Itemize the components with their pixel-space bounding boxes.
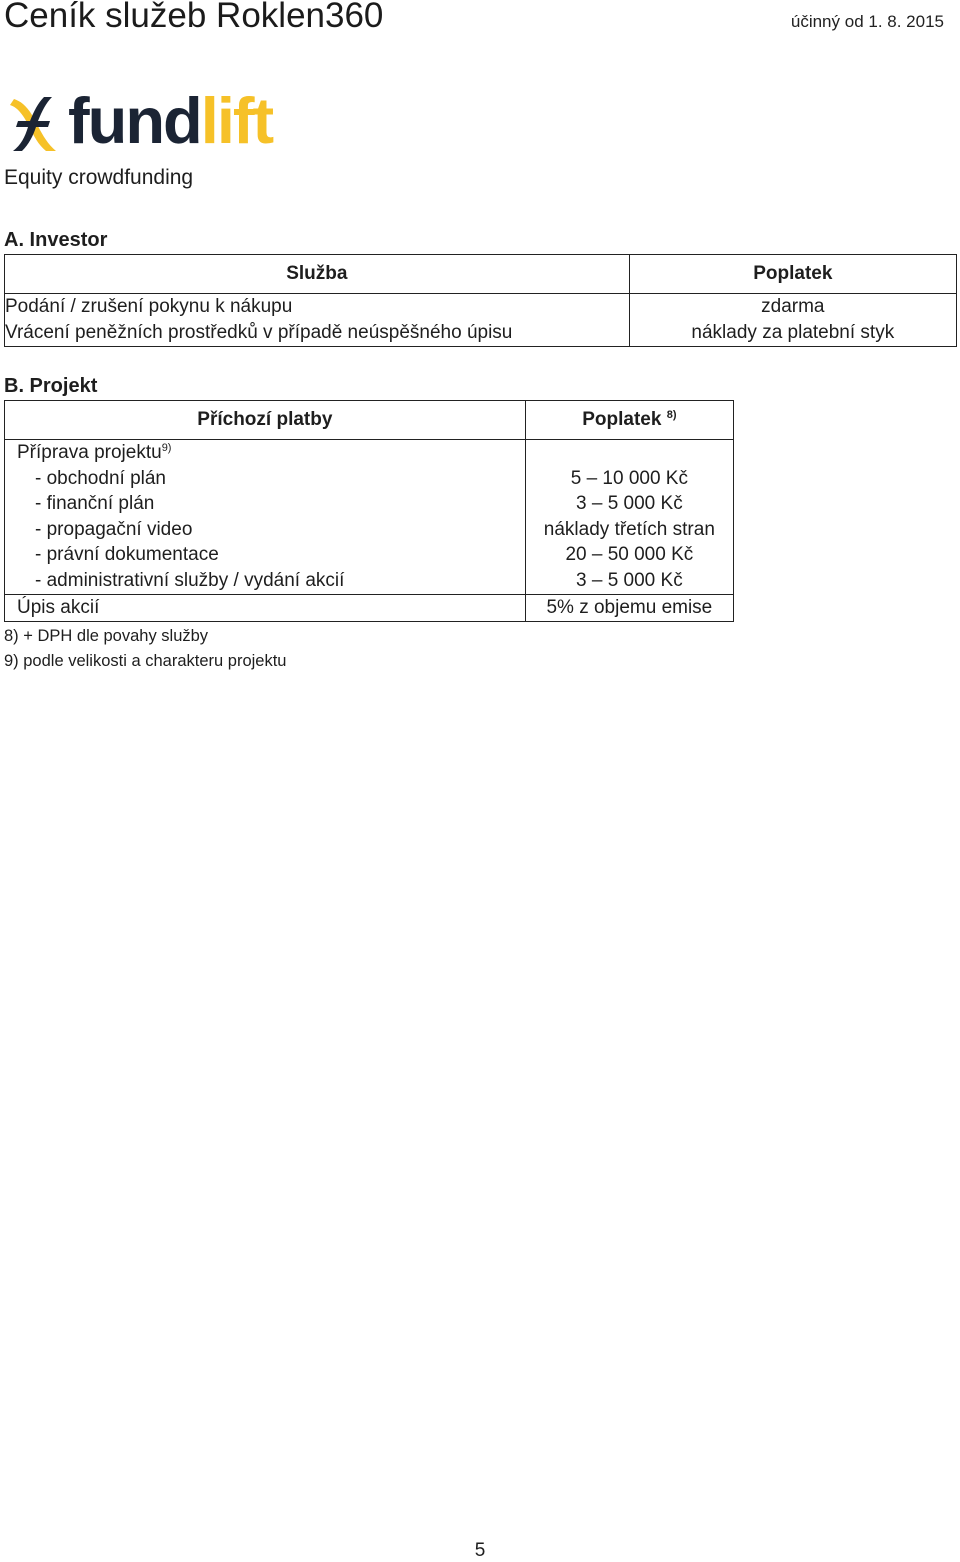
fundlift-logo bbox=[8, 84, 308, 160]
fee-value: 5% z objemu emise bbox=[546, 596, 713, 618]
column-header-service: Služba bbox=[5, 255, 630, 294]
list-item: - obchodní plán bbox=[35, 467, 166, 489]
fee-cell bbox=[525, 594, 733, 621]
fundlift-wordmark bbox=[68, 80, 272, 162]
fee-value: 3 – 5 000 Kč bbox=[576, 569, 683, 591]
table-row bbox=[5, 294, 957, 347]
footnote: 8) + DPH dle povahy služby bbox=[4, 627, 209, 645]
service-label: Vrácení peněžních prostředků v případě neúspěšného úpisu bbox=[5, 322, 513, 343]
footnote: 9) podle velikosti a charakteru projektu bbox=[4, 652, 287, 670]
fee-value: 3 – 5 000 Kč bbox=[576, 493, 683, 515]
fee-value: náklady za platební styk bbox=[691, 322, 895, 343]
column-header-incoming-payments: Příchozí platby bbox=[5, 401, 526, 440]
fundlift-logo-mark-icon bbox=[8, 95, 58, 153]
service-cell bbox=[5, 294, 630, 347]
list-item: - právní dokumentace bbox=[35, 544, 219, 566]
table-row bbox=[5, 594, 734, 621]
item-cell bbox=[5, 594, 526, 621]
logo-text-fund: fund bbox=[68, 84, 201, 157]
group-label-text: Příprava projektu bbox=[17, 442, 162, 463]
list-item: - administrativní služby / vydání akcií bbox=[35, 569, 345, 591]
logo-text-lift: lift bbox=[200, 84, 273, 157]
table-header-row bbox=[5, 255, 957, 294]
fee-value: 5 – 10 000 Kč bbox=[570, 467, 688, 489]
footnote-ref: 9) bbox=[161, 442, 172, 454]
column-header-fee bbox=[525, 401, 733, 440]
group-label bbox=[17, 440, 525, 466]
subscription-label: Úpis akcií bbox=[17, 596, 100, 618]
section-b-title: B. Projekt bbox=[4, 375, 98, 397]
list-item: - finanční plán bbox=[35, 493, 155, 515]
item-cell bbox=[5, 440, 526, 595]
investor-fee-table bbox=[4, 254, 957, 347]
table-header-row bbox=[5, 401, 734, 440]
fee-value: náklady třetích stran bbox=[543, 518, 715, 540]
project-fee-table bbox=[4, 400, 734, 622]
page-number: 5 bbox=[474, 1540, 486, 1561]
fee-cell bbox=[525, 440, 733, 595]
fee-spacer bbox=[526, 440, 733, 466]
footnote-ref: 8) bbox=[666, 409, 677, 421]
list-item: - propagační video bbox=[35, 518, 193, 540]
footnotes bbox=[4, 624, 286, 674]
table-row bbox=[5, 440, 734, 595]
page-title: Ceník služeb Roklen360 bbox=[4, 0, 384, 35]
effective-date: účinný od 1. 8. 2015 bbox=[790, 12, 944, 31]
column-header-fee-label: Poplatek bbox=[582, 409, 662, 430]
subtitle: Equity crowdfunding bbox=[4, 166, 194, 189]
fee-value: zdarma bbox=[761, 296, 825, 317]
service-label: Podání / zrušení pokynu k nákupu bbox=[5, 296, 293, 317]
fee-cell bbox=[629, 294, 956, 347]
column-header-fee: Poplatek bbox=[629, 255, 956, 294]
fee-value: 20 – 50 000 Kč bbox=[565, 544, 694, 566]
section-a-title: A. Investor bbox=[4, 229, 108, 251]
